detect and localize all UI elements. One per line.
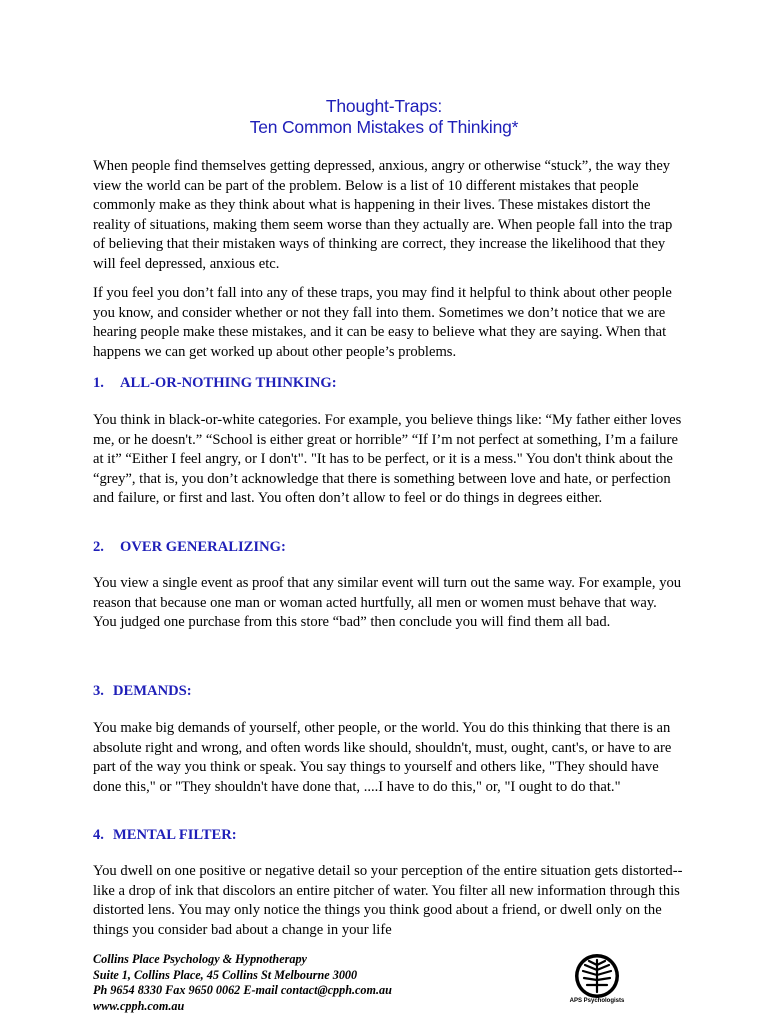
- section-4-title: MENTAL FILTER:: [113, 827, 237, 843]
- section-1-body: You think in black-or-white categories. For example, you believe things like: “My father either loves me, or he doesn't.” “School is either great or horrible” “If I’m not perfect at something, I’m a failure at it” “Either I feel angry, or I don't". "It has to be perfect, or it is a mess." You don't think about the “grey”, that is, you don’t acknowledge that there is something between love and hate, or perfection and failure, or first and last. You often don’t allow to feel or do things in degrees either.: [93, 412, 682, 507]
- intro-paragraph-1: When people find themselves getting depressed, anxious, angry or otherwise “stuck”, the way they view the world can be part of the problem. Below is a list of 10 different mistakes that people commonly make as they think about what is happening in their lives. These mistakes distort the reality of situations, making them seem worse than they actually are. When people fall into the trap of believing that their mistaken ways of thinking are correct, they increase the likelihood that they will feel depressed, anxious etc.: [93, 158, 673, 272]
- footer-practice-name: Collins Place Psychology & Hypnotherapy: [93, 952, 307, 966]
- section-3-heading: [93, 683, 192, 700]
- section-2-heading: [93, 539, 286, 556]
- section-2-body: You view a single event as proof that any similar event will turn out the same way. For example, you reason that because one man or woman acted hurtfully, all men or women must behave that way. You judged one purchase from this store “bad” then conclude you will find them all bad.: [93, 575, 682, 631]
- footer-address: Suite 1, Collins Place, 45 Collins St Melbourne 3000: [93, 967, 358, 982]
- section-3-title: DEMANDS:: [113, 683, 192, 699]
- section-2-title: OVER GENERALIZING:: [120, 539, 286, 555]
- section-3-body: You make big demands of yourself, other people, or the world. You do this thinking that there is an absolute right and wrong, and often words like should, shouldn't, must, ought, cant's, or have to are part of the way you think or speak. You say things to yourself and others like, "They should have done this," or "They shouldn't have done that, ....I have to do this," or, "I ought to do that.": [93, 720, 672, 795]
- section-4-heading: [93, 827, 237, 844]
- section-2-number: 2.: [93, 539, 104, 555]
- document-title-line2: Ten Common Mistakes of Thinking*: [249, 117, 519, 137]
- section-1-title: ALL-OR-NOTHING THINKING:: [120, 375, 337, 391]
- logo-caption: APS Psychologists: [569, 998, 625, 1004]
- footer-contact: [93, 952, 392, 1014]
- section-4-number: 4.: [93, 827, 104, 843]
- document-title-line1: Thought-Traps:: [325, 96, 443, 116]
- section-3-number: 3.: [93, 683, 104, 699]
- footer-phone-email: Ph 9654 8330 Fax 9650 0062 E-mail contact@cpph.com.au: [93, 983, 392, 997]
- section-1-number: 1.: [93, 375, 104, 391]
- footer-website: www.cpph.com.au: [93, 998, 185, 1013]
- section-1-heading: [93, 375, 337, 392]
- section-4-body: You dwell on one positive or negative detail so your perception of the entire situation gets distorted--like a drop of ink that discolors an entire pitcher of water. You filter all new information through this distorted lens. You may only notice the things you think good about a friend, or dwell only on the things you consider bad about a change in your life: [93, 863, 683, 938]
- intro-paragraph-2: If you feel you don’t fall into any of these traps, you may find it helpful to think about other people you know, and consider whether or not they fall into them. Sometimes we don’t notice that we are hearing people make these mistakes, and it can be easy to believe what they are saying. When that happens we can get worked up about other people’s problems.: [93, 285, 672, 360]
